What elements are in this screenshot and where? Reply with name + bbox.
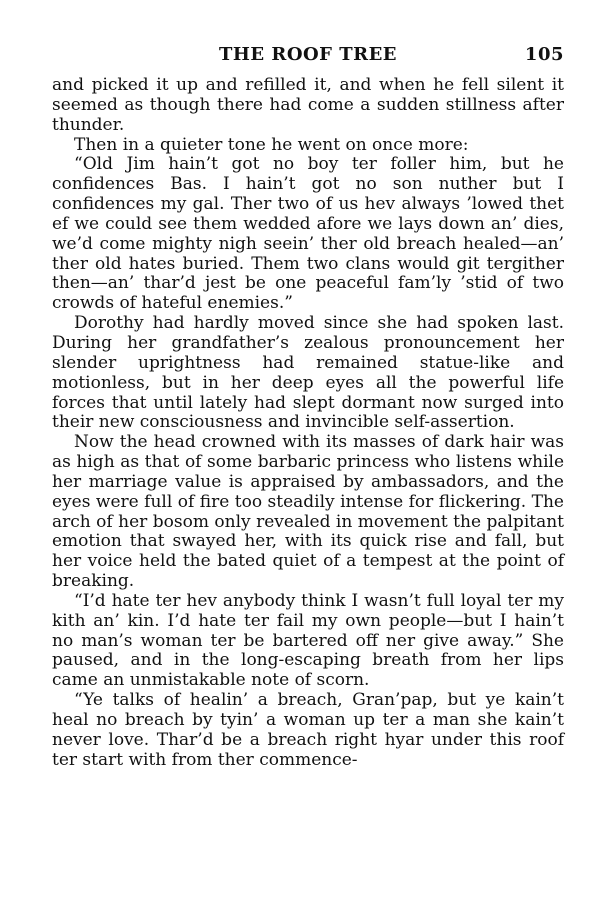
paragraph: Dorothy had hardly moved since she had spoken last. During her grandfather’s zealous pronouncement her slender uprightness had remained statue-like and motionless, but in her deep eyes all the powerful life forces that until lately had slept dormant now surged into their new consciousness and invincible self-assertion. (52, 313, 564, 433)
paragraph: Then in a quieter tone he went on once more: (74, 134, 469, 155)
page-number: 105 (524, 44, 564, 65)
running-title: THE ROOF TREE (218, 44, 398, 65)
running-header (52, 44, 564, 74)
paragraph: “I’d hate ter hev anybody think I wasn’t full loyal ter my kith an’ kin. I’d hate ter fail my own people—but I hain’t no man’s woman ter be bartered off ner give away.” She paused, and in the long-escaping breath from her lips came an unmistakable note of scorn. (52, 590, 564, 691)
paragraph-continued: and picked it up and refilled it, and when he fell silent it seemed as though there had come a sudden stillness after thunder. (52, 75, 564, 135)
book-page (52, 44, 564, 771)
paragraph: “Ye talks of healin’ a breach, Gran’pap, but ye kain’t heal no breach by tyin’ a woman up ter a man she kain’t never love. Thar’d be a breach right hyar under this roof ter start with from ther commence- (52, 690, 564, 770)
paragraph: “Old Jim hain’t got no boy ter foller him, but he confidences Bas. I hain’t got no son nuther but I confidences my gal. Ther two of us hev always ’lowed thet ef we could see them wedded afore we lays down an’ dies, we’d come mighty nigh seein’ ther old breach healed—an’ ther old hates buried. Them two clans would git tergither then—an’ thar’d jest be one peaceful fam’ly ’stid of two crowds of hateful enemies.” (52, 154, 564, 314)
body-text (52, 76, 564, 771)
paragraph: Now the head crowned with its masses of dark hair was as high as that of some barbaric princess who listens while her marriage value is appraised by ambassadors, and the eyes were full of fire too steadily intense for flickering. The arch of her bosom only revealed in movement the palpitant emotion that swayed her, with its quick rise and fall, but her voice held the bated quiet of a tempest at the point of breaking. (52, 432, 564, 592)
